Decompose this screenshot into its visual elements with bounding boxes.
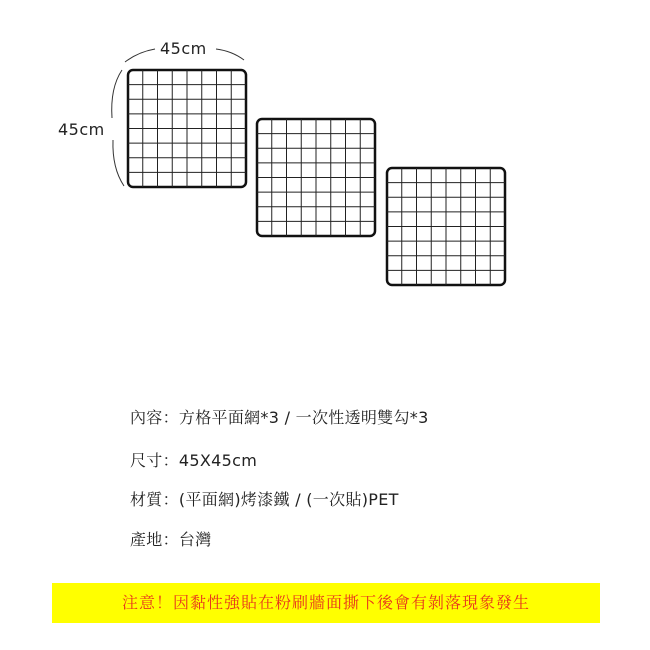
spec-label: 材質 (130, 490, 163, 509)
height-dimension-label: 45cm (58, 120, 105, 139)
spec-row-origin (130, 527, 212, 550)
width-dimension-label: 45cm (160, 39, 207, 58)
spec-separator: ： (162, 530, 179, 549)
width-dimension-arc-right (216, 49, 244, 60)
spec-value: 方格平面網*3 / 一次性透明雙勾*3 (178, 408, 429, 427)
spec-value: 45X45cm (178, 451, 258, 470)
height-dimension-arc-bottom (113, 140, 124, 186)
spec-row-content (130, 405, 429, 428)
spec-label: 產地 (130, 530, 163, 549)
spec-label: 尺寸 (130, 451, 163, 470)
spec-value: (平面網)烤漆鐵 / (一次貼)PET (178, 490, 399, 509)
grid-panel (257, 119, 375, 236)
spec-row-material (130, 487, 399, 510)
grid-panel (387, 168, 505, 285)
spec-row-size (130, 448, 257, 471)
spec-separator: ： (162, 490, 179, 509)
width-dimension-arc-left (125, 49, 155, 62)
grid-panel (128, 70, 246, 187)
spec-separator: ： (162, 451, 179, 470)
spec-separator: ： (162, 408, 179, 427)
height-dimension-arc-top (112, 70, 122, 118)
spec-label: 內容 (130, 408, 163, 427)
spec-value: 台灣 (178, 530, 212, 549)
warning-banner: 注意！因黏性強貼在粉刷牆面撕下後會有剝落現象發生 (52, 583, 600, 623)
